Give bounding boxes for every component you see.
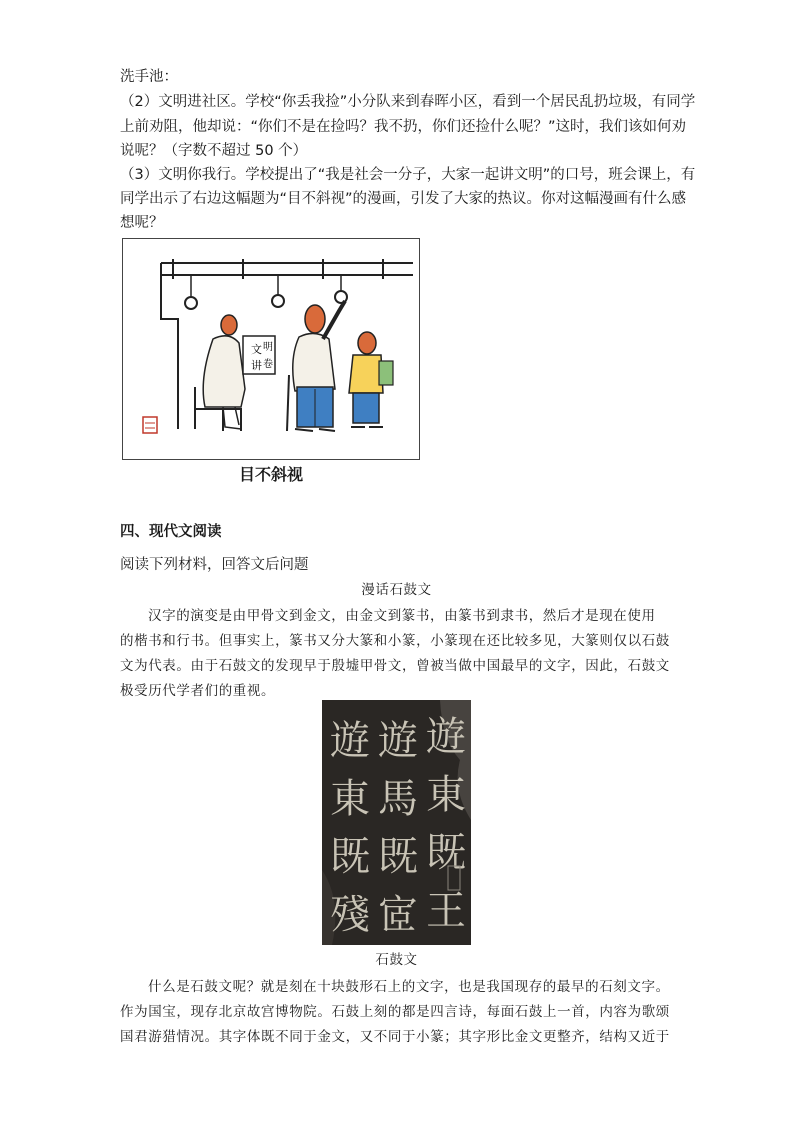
sign-char-2: 明 (263, 342, 273, 353)
text-line-1: 洗手池： (120, 69, 178, 85)
paragraph-1-line-3: 文为代表。由于石鼓文的发现早于殷墟甲骨文，曾被当做中国最早的文字，因此，石鼓文 (120, 658, 670, 674)
rubbing-char: 王 (426, 888, 466, 934)
rubbing-char: 馬 (378, 776, 418, 822)
question-2-line-2: 上前劝阻，他却说：“你们不是在捡吗？我不扔，你们还捡什么呢？”这时，我们该如何劝 (120, 119, 687, 135)
question-3-line-1: （3）文明你我行。学校提出了“我是社会一分子，大家一起讲文明”的口号，班会课上，有 (120, 167, 696, 183)
sign-char-3: 讲 (251, 359, 262, 372)
rubbing-char: 遊 (330, 718, 370, 764)
cartoon-caption: 目不斜视 (238, 465, 303, 484)
sign-char-1: 文 (251, 343, 262, 356)
rubbing-char: 既 (330, 834, 370, 880)
question-3-line-3: 想呢？ (120, 215, 164, 231)
rubbing-char: 遊 (378, 718, 418, 764)
section-heading: 四、现代文阅读 (120, 524, 222, 540)
question-3-line-2: 同学出示了右边这幅题为“目不斜视”的漫画，引发了大家的热议。你对这幅漫画有什么感 (120, 191, 687, 207)
paragraph-1-line-4: 极受历代学者们的重视。 (120, 683, 276, 699)
paragraph-2-line-2: 作为国宝，现存北京故宫博物院。石鼓上刻的都是四言诗，每面石鼓上一首，内容为歌颂 (120, 1004, 670, 1020)
question-2-line-3: 说呢？（字数不超过 50 个） (120, 143, 308, 159)
rubbing-char: 既 (378, 834, 418, 880)
sign-char-4: 卷 (263, 359, 273, 370)
paragraph-1-line-2: 的楷书和行书。但事实上，篆书又分大篆和小篆，小篆现在还比较多见，大篆则仅以石鼓 (120, 633, 670, 649)
stone-drum-rubbing (322, 700, 471, 945)
rubbing-char: 宧 (378, 892, 418, 938)
cartoon-illustration (122, 238, 420, 460)
article-title: 漫话石鼓文 (361, 582, 432, 598)
rubbing-caption: 石鼓文 (375, 952, 418, 968)
rubbing-char: 東 (330, 776, 370, 822)
rubbing-char: 東 (426, 772, 466, 818)
question-2-line-1: （2）文明进社区。学校“你丢我捡”小分队来到春晖小区，看到一个居民乱扔垃圾，有同学 (120, 94, 696, 110)
paragraph-2-line-3: 国君游猎情况。其字体既不同于金文，又不同于小篆；其字形比金文更整齐，结构又近于 (120, 1029, 670, 1045)
reading-instruction: 阅读下列材料，回答文后问题 (120, 557, 309, 573)
paragraph-1-line-1: 汉字的演变是由甲骨文到金文，由金文到篆书，由篆书到隶书，然后才是现在使用 (148, 608, 656, 624)
rubbing-char: 既 (426, 830, 466, 876)
rubbing-char: 遊 (426, 714, 466, 760)
rubbing-char: 殘 (330, 892, 370, 938)
paragraph-2-line-1: 什么是石鼓文呢？就是刻在十块鼓形石上的文字，也是我国现存的最早的石刻文字。 (148, 979, 670, 995)
